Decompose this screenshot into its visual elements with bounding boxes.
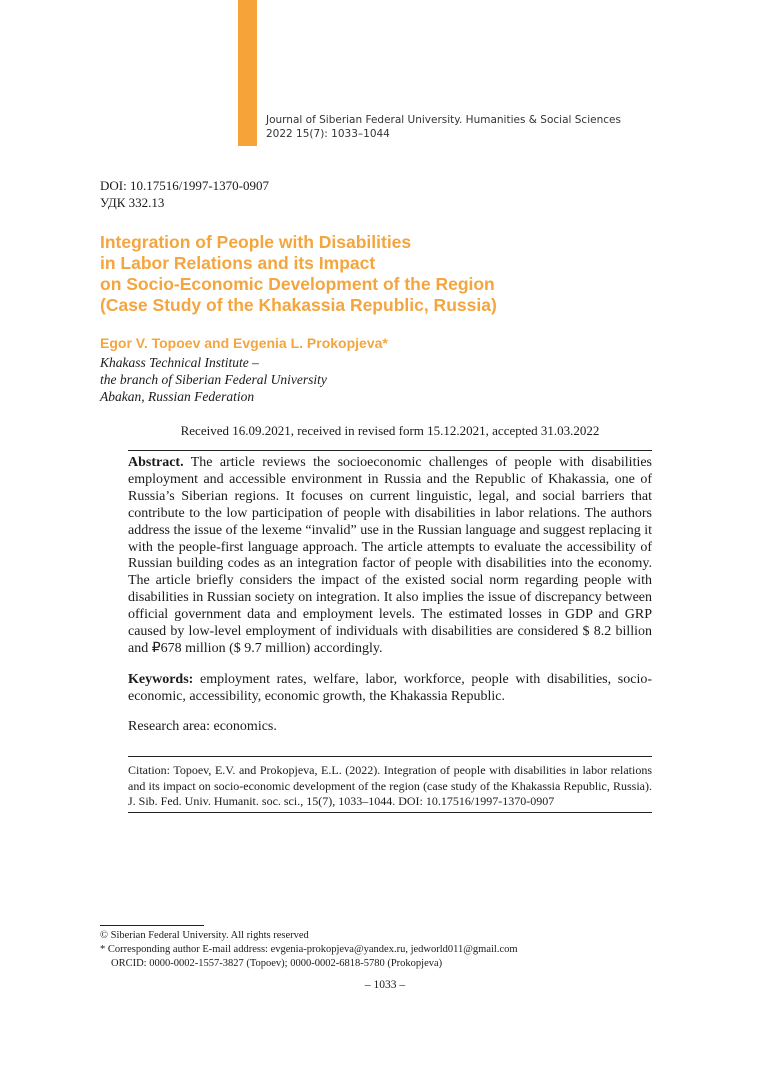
udk-text: УДК 332.13	[100, 195, 165, 210]
journal-accent-bar	[238, 0, 257, 146]
abstract-label: Abstract.	[128, 455, 184, 470]
copyright-note: © Siberian Federal University. All rights reserved	[100, 930, 309, 941]
received-dates: Received 16.09.2021, received in revised form 15.12.2021, accepted 31.03.2022	[180, 423, 600, 438]
corresponding-author-note: * Corresponding author E-mail address: evgenia-prokopjeva@yandex.ru, jedworld011@gmail.com	[100, 944, 518, 955]
citation: Citation: Topoev, E.V. and Prokopjeva, E.L. (2022). Integration of people with disabilities in labor relations and its impact on socio-economic development of the region (case study of the Khakassia Republic, Russia). J. Sib. Fed. Univ. Humanit. soc. sci., 15(7), 1033–1044. DOI: 10.17516/1997-1370-0907	[128, 763, 652, 808]
affiliation-line: Khakass Technical Institute –	[100, 355, 259, 370]
citation-bottom-rule	[128, 812, 652, 813]
footnote-rule	[100, 925, 204, 926]
author-affiliation	[100, 354, 327, 405]
article-title	[100, 232, 660, 316]
citation-top-rule	[128, 756, 652, 757]
keywords-label: Keywords:	[128, 672, 194, 687]
abstract-top-rule	[128, 450, 652, 451]
keywords	[128, 671, 652, 705]
article-identifiers	[100, 177, 269, 211]
doi-text: DOI: 10.17516/1997-1370-0907	[100, 178, 269, 193]
title-line: (Case Study of the Khakassia Republic, Russia)	[100, 295, 497, 315]
author-names: Egor V. Topoev and Evgenia L. Prokopjeva*	[100, 335, 388, 351]
abstract	[128, 455, 652, 658]
title-line: in Labor Relations and its Impact	[100, 253, 376, 273]
abstract-text: The article reviews the socioeconomic challenges of people with disabilities employment and accessible environment in Russia and the Republic of Khakassia, one of Russia’s Siberian regions. It focuses on current linguistic, legal, and social barriers that contribute to the low participation of people with disabilities in labor relations. The authors address the issue of the lexeme “invalid” use in the Russian language and suggest replacing it with the people-first language approach. The article attempts to evaluate the accessibility of Russian building codes as an integration factor of people with disabilities into the economy. The article briefly considers the impact of the existed social norm regarding people with disabilities in Russian society on integration. It also implies the issue of discrepancy between official government data and employment levels. The estimated losses in GDP and GRP caused by low-level employment of individuals with disabilities are considered $ 8.2 billion and ₽678 million ($ 9.7 million) accordingly.	[128, 455, 653, 656]
footnotes	[100, 929, 518, 971]
journal-header	[266, 113, 621, 141]
affiliation-line: Abakan, Russian Federation	[100, 389, 255, 404]
keywords-text: employment rates, welfare, labor, workforce, people with disabilities, socio-economic, accessibility, economic growth, the Khakassia Republic.	[128, 672, 652, 704]
research-area: Research area: economics.	[128, 719, 277, 734]
page-number: – 1033 –	[364, 979, 406, 991]
orcid-note: ORCID: 0000-0002-1557-3827 (Topoev); 0000-0002-6818-5780 (Prokopjeva)	[111, 958, 443, 969]
journal-name: Journal of Siberian Federal University. Humanities & Social Sciences	[266, 114, 621, 126]
affiliation-line: the branch of Siberian Federal University	[100, 372, 327, 387]
journal-issue: 2022 15(7): 1033–1044	[266, 128, 390, 140]
title-line: on Socio-Economic Development of the Region	[100, 274, 495, 294]
title-line: Integration of People with Disabilities	[100, 232, 412, 252]
